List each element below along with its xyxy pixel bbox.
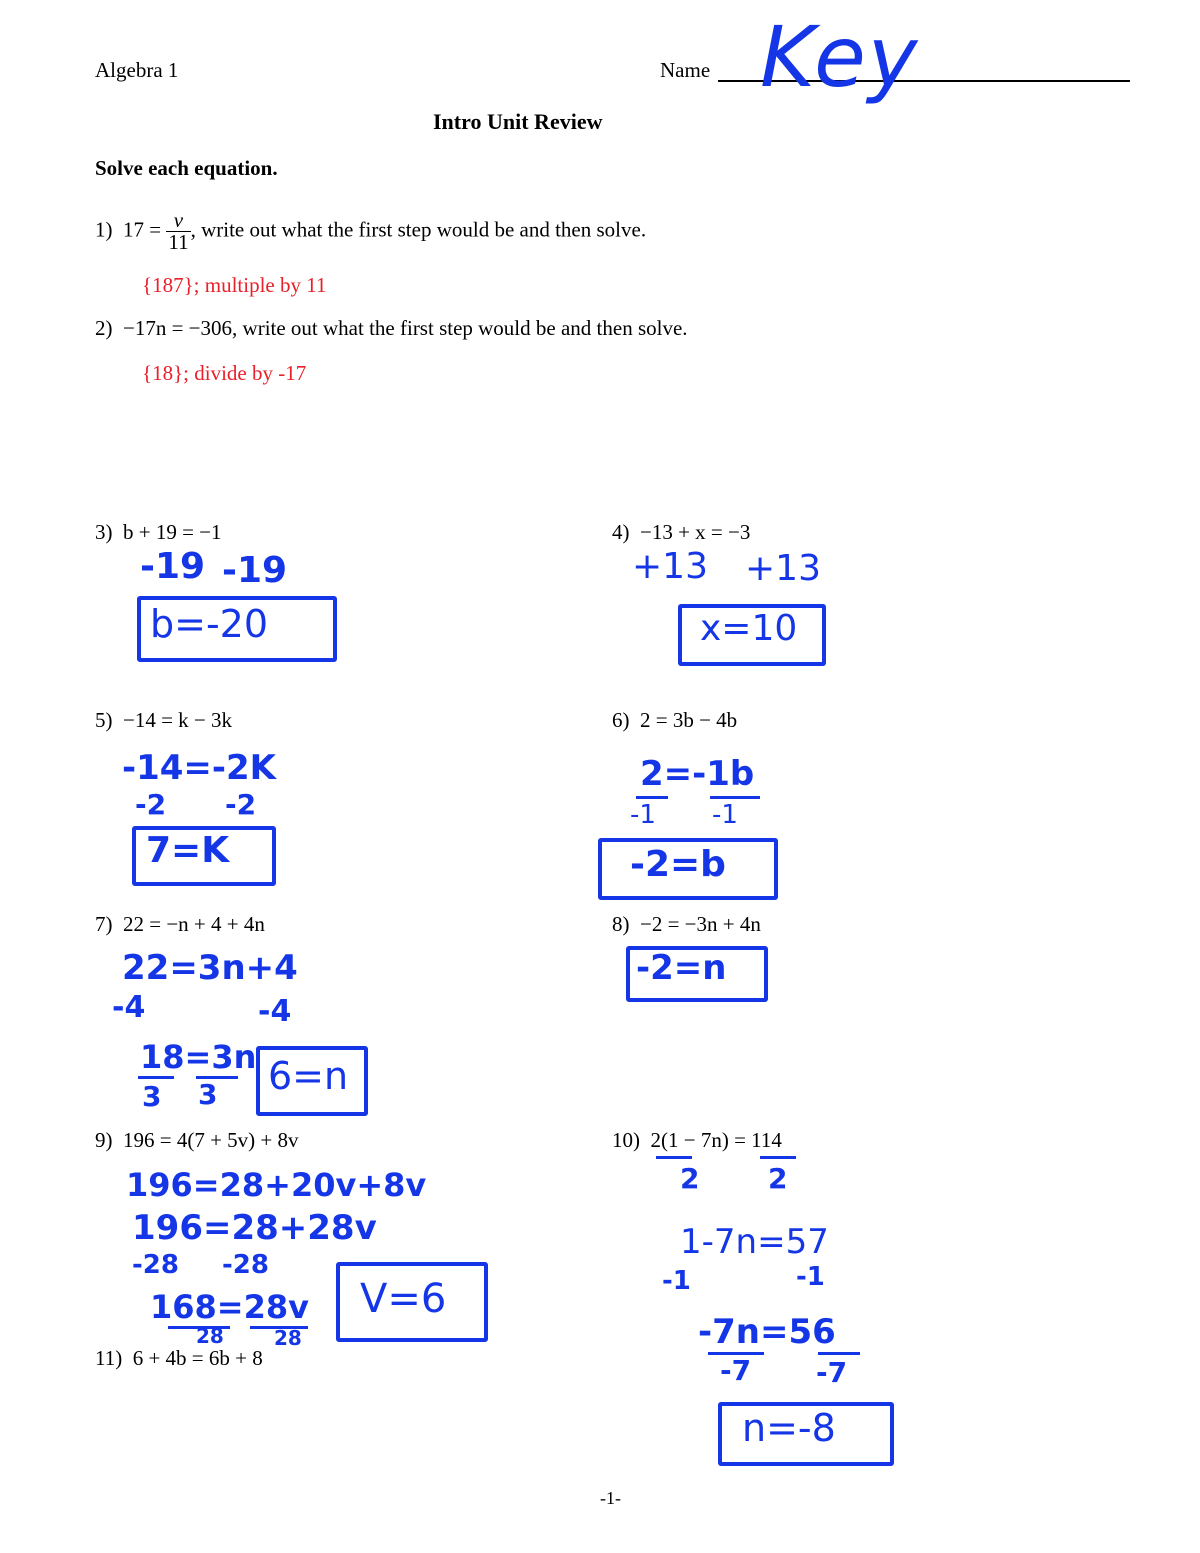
hw-6-underline-right	[710, 796, 760, 799]
problem-1: 1) 17 = $\frac{v}{11}$ , write out what the first step would be and then solve.	[95, 208, 647, 254]
hw-9-den-left: 28	[196, 1324, 224, 1348]
problem-9: 9) 196 = 4(7 + 5v) + 8v	[95, 1128, 299, 1152]
hw-9-line2: 196=28+28v	[132, 1208, 377, 1248]
problem-2: 2) −17n = −306, write out what the first step would be and then solve.	[95, 316, 688, 340]
page-title: Intro Unit Review	[433, 109, 603, 134]
hw-6-step-right: -1	[712, 800, 738, 830]
hw-5-step-left: -2	[135, 788, 167, 821]
instructions: Solve each equation.	[95, 156, 278, 180]
hw-4-step-right: +13	[745, 548, 821, 589]
hw-10-fraction-bar-right2	[818, 1352, 860, 1355]
hw-5-line1: -14=-2K	[122, 748, 277, 788]
hw-8-answer: -2=n	[636, 948, 727, 988]
problem-4: 4) −13 + x = −3	[612, 520, 751, 544]
hw-3-step-right: -19	[222, 550, 288, 591]
hw-5-step-right: -2	[225, 788, 257, 821]
hw-9-step-right: -28	[222, 1250, 269, 1280]
problem-5: 5) −14 = k − 3k	[95, 708, 233, 732]
hw-7-den-left: 3	[142, 1080, 162, 1113]
hw-10-den-right: 2	[768, 1162, 788, 1195]
course-title: Algebra 1	[95, 58, 179, 82]
problem-6: 6) 2 = 3b − 4b	[612, 708, 738, 732]
hw-10-den2-right: -7	[816, 1356, 848, 1389]
problem-7: 7) 22 = −n + 4 + 4n	[95, 912, 265, 936]
name-label: Name	[660, 58, 711, 82]
hw-9-line1: 196=28+20v+8v	[126, 1166, 427, 1204]
hw-10-line1: 1-7n=57	[680, 1222, 829, 1262]
hw-10-fraction-bar-left	[656, 1156, 692, 1159]
hw-9-step-left: -28	[132, 1250, 179, 1280]
hw-9-den-right: 28	[274, 1326, 302, 1350]
hw-10-step-right: -1	[796, 1262, 825, 1292]
hw-4-step-left: +13	[632, 546, 708, 587]
name-value: Key	[760, 8, 920, 106]
hw-10-fraction-bar-right	[760, 1156, 796, 1159]
problem-11: 11) 6 + 4b = 6b + 8	[95, 1346, 263, 1370]
hw-6-step-left: -1	[630, 800, 656, 830]
hw-9-line3: 168=28v	[150, 1288, 309, 1326]
hw-10-answer: n=-8	[742, 1406, 836, 1450]
problem-8: 8) −2 = −3n + 4n	[612, 912, 761, 936]
hw-7-answer: 6=n	[268, 1054, 349, 1098]
hw-10-line2: -7n=56	[698, 1312, 836, 1352]
hw-10-den2-left: -7	[720, 1354, 752, 1387]
hw-10-step-left: -1	[662, 1266, 691, 1296]
hw-5-answer: 7=K	[146, 830, 230, 871]
hw-7-fraction-bar-left	[138, 1076, 174, 1079]
answer-1: {187}; multiple by 11	[142, 273, 327, 297]
hw-7-den-right: 3	[198, 1078, 218, 1111]
hw-3-answer: b=-20	[150, 602, 269, 646]
answer-2: {18}; divide by -17	[142, 361, 307, 385]
hw-7-step-right: -4	[258, 994, 292, 1029]
page-number: -1-	[600, 1488, 621, 1508]
hw-6-underline-left	[636, 796, 668, 799]
hw-4-answer: x=10	[700, 608, 798, 649]
hw-10-den-left: 2	[680, 1162, 700, 1195]
problem-3: 3) b + 19 = −1	[95, 520, 222, 544]
hw-9-answer: V=6	[360, 1276, 447, 1322]
hw-7-line2: 18=3n	[140, 1038, 257, 1076]
hw-7-line1: 22=3n+4	[122, 948, 298, 988]
problem-10: 10) 2(1 − 7n) = 114	[612, 1128, 782, 1152]
hw-7-step-left: -4	[112, 990, 146, 1025]
hw-6-line1: 2=-1b	[640, 754, 755, 794]
hw-3-step-left: -19	[140, 546, 206, 587]
hw-6-answer: -2=b	[630, 844, 726, 885]
